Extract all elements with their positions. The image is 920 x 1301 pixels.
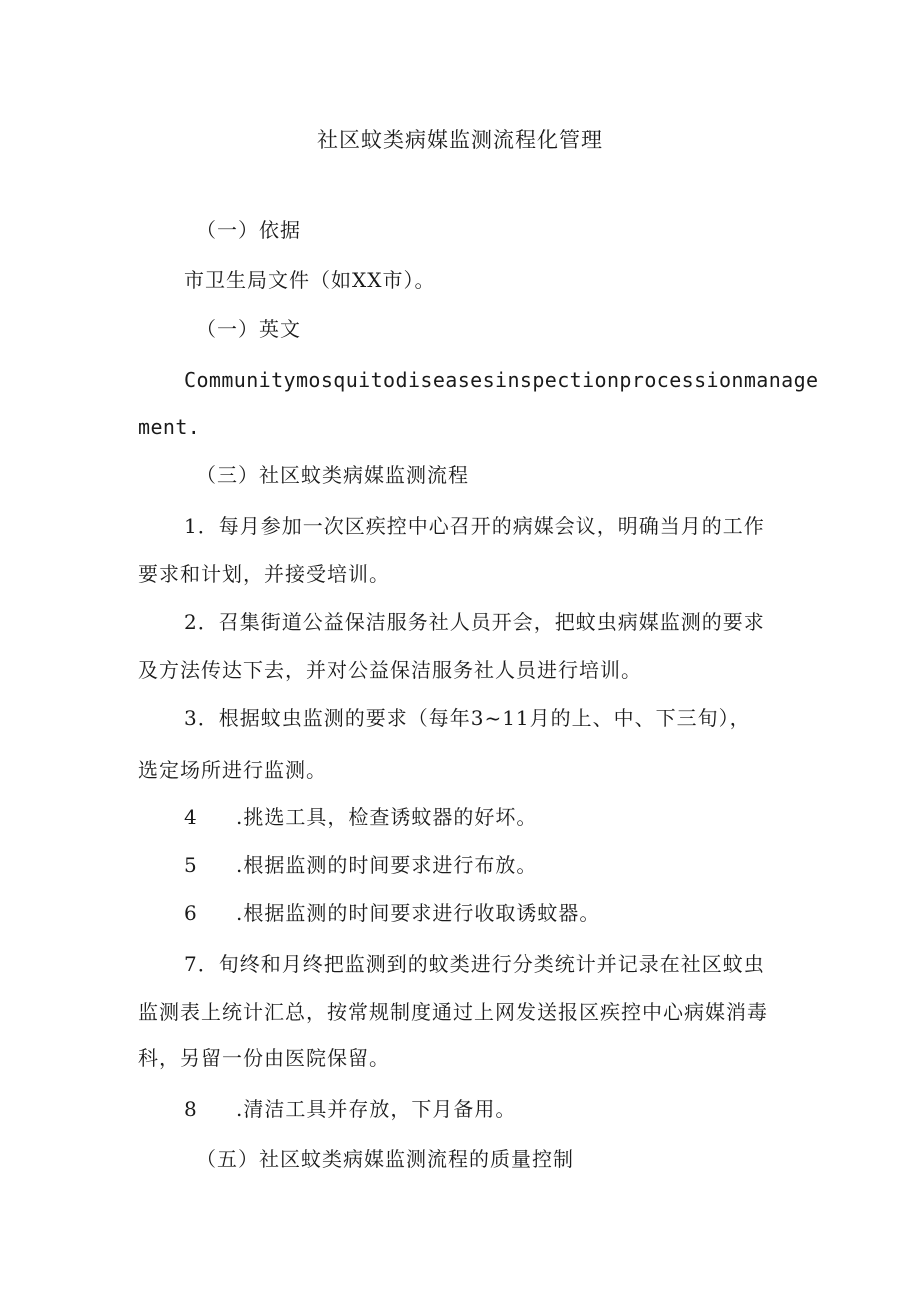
list-item-6 (184, 899, 600, 927)
list-item-4 (184, 803, 537, 831)
list-item-5 (184, 851, 537, 879)
list-item-8-number: 8 (184, 1097, 198, 1121)
list-item-4-number: 4 (184, 805, 198, 829)
list-item-6-number: 6 (184, 901, 198, 925)
list-item-1-line2: 要求和计划，并接受培训。 (138, 562, 390, 586)
section-body-basis: 市卫生局文件（如XX市）。 (184, 268, 436, 292)
list-item-1-line1: 1．每月参加一次区疾控中心召开的病媒会议，明确当月的工作 (184, 514, 765, 538)
page-title: 社区蚊类病媒监测流程化管理 (317, 128, 603, 152)
list-item-8 (184, 1095, 516, 1123)
list-item-8-text: .清洁工具并存放，下月备用。 (236, 1097, 517, 1121)
list-item-2-line2: 及方法传达下去，并对公益保洁服务社人员进行培训。 (138, 658, 642, 682)
english-title-line2: ment. (138, 415, 201, 439)
list-item-3-line1: 3．根据蚊虫监测的要求（每年3~11月的上、中、下三旬）， (184, 706, 751, 730)
english-title-text: Communitymosquitodiseasesinspectionprocessionmanage (184, 368, 819, 392)
list-item-2-line1: 2．召集街道公益保洁服务社人员开会，把蚊虫病媒监测的要求 (184, 610, 765, 634)
section-heading-process: （三）社区蚊类病媒监测流程 (196, 463, 469, 487)
section-heading-quality: （五）社区蚊类病媒监测流程的质量控制 (196, 1147, 574, 1171)
list-item-6-text: .根据监测的时间要求进行收取诱蚊器。 (236, 901, 601, 925)
list-item-5-text: .根据监测的时间要求进行布放。 (236, 853, 538, 877)
section-heading-english: （一）英文 (196, 317, 301, 341)
list-item-7-line2: 监测表上统计汇总，按常规制度通过上网发送报区疾控中心病媒消毒 (138, 1000, 768, 1024)
section-heading-basis: （一）依据 (196, 218, 301, 242)
list-item-7-line3: 科，另留一份由医院保留。 (138, 1046, 390, 1070)
list-item-7-line1: 7．旬终和月终把监测到的蚊类进行分类统计并记录在社区蚊虫 (184, 952, 765, 976)
list-item-3-line2: 选定场所进行监测。 (138, 758, 327, 782)
list-item-4-text: .挑选工具，检查诱蚊器的好坏。 (236, 805, 538, 829)
list-item-5-number: 5 (184, 853, 198, 877)
english-title-line1 (184, 366, 819, 394)
